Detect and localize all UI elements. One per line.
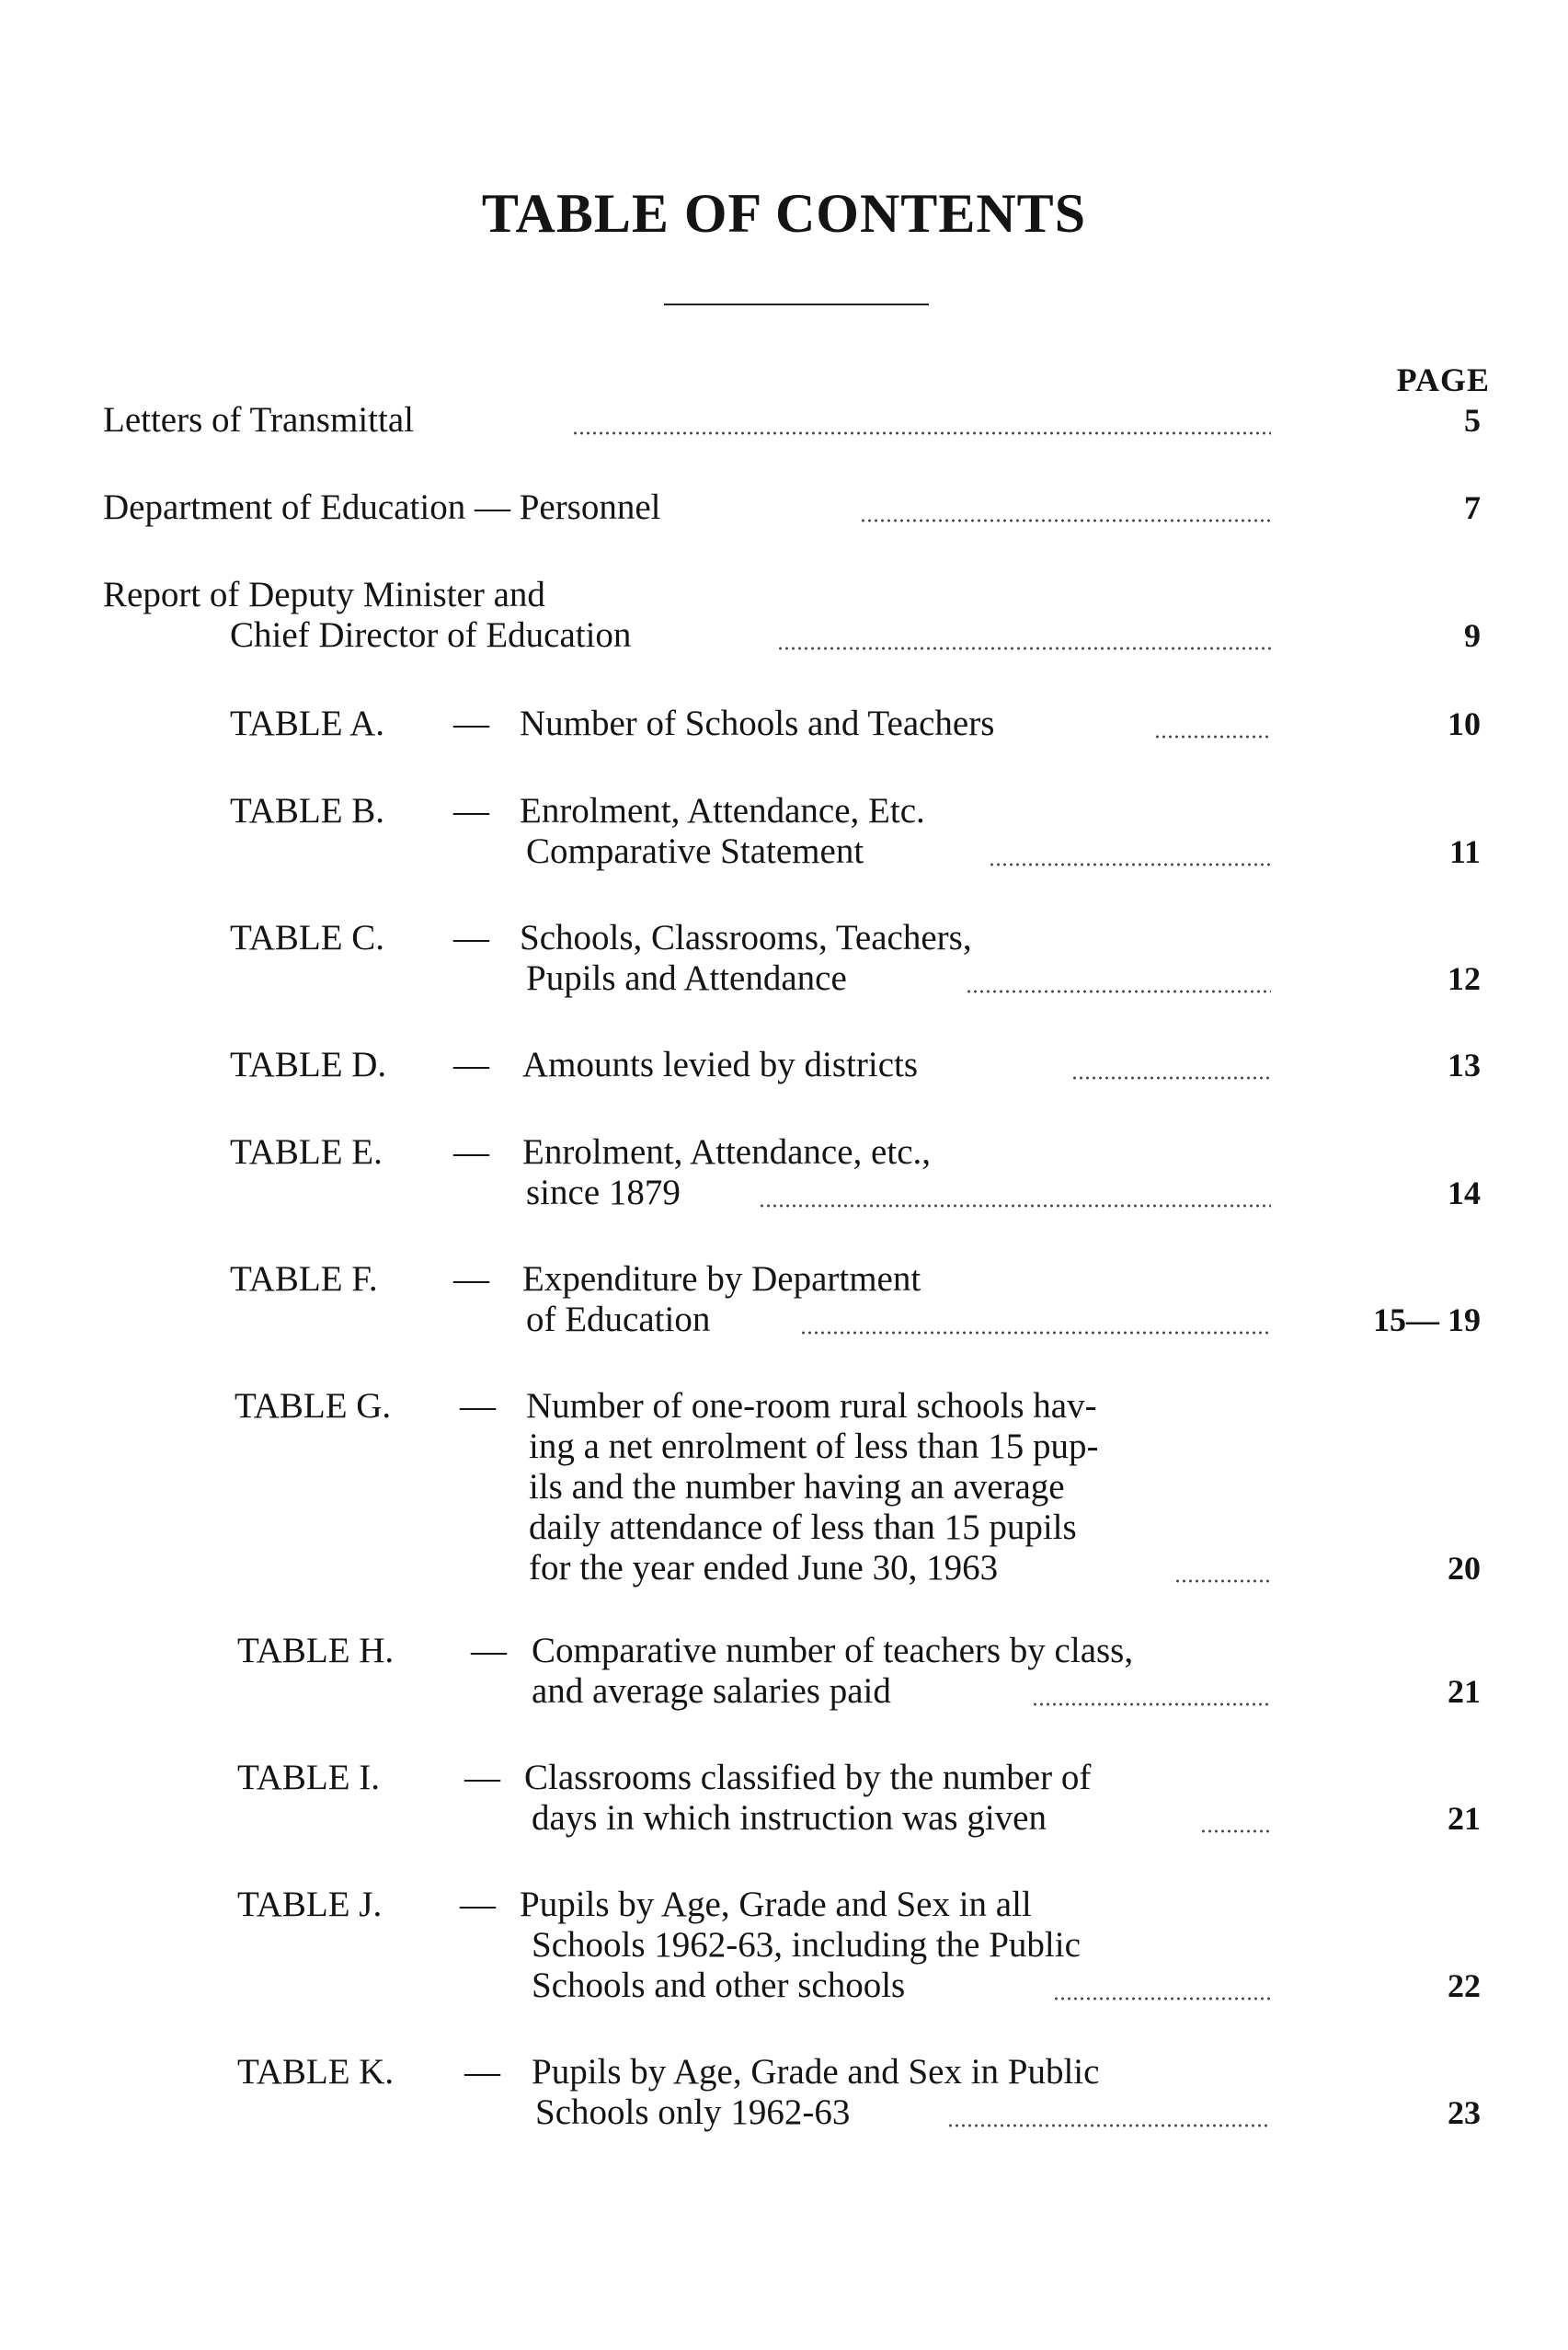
entry-title-line-2: ing a net enrolment of less than 15 pup- bbox=[529, 1427, 1099, 1466]
entry-title-line-1: Number of one-room rural schools hav- bbox=[526, 1386, 1097, 1426]
entry-title-line-2: Schools only 1962-63 bbox=[535, 2092, 851, 2132]
entry-title-line-3: ils and the number having an average bbox=[529, 1467, 1065, 1507]
entry-title-line-3: Schools and other schools bbox=[532, 1966, 906, 2005]
dot-leader bbox=[1200, 1828, 1271, 1834]
dot-leader bbox=[777, 646, 1271, 651]
em-dash: — bbox=[453, 918, 489, 957]
entry-title-line-2: Pupils and Attendance bbox=[526, 958, 847, 998]
entry-title: Department of Education — Personnel bbox=[103, 487, 661, 527]
page-number: 21 bbox=[1448, 1673, 1481, 1710]
page-number: 9 bbox=[1464, 617, 1481, 654]
em-dash: — bbox=[460, 1386, 496, 1426]
entry-title-line-2: of Education bbox=[526, 1300, 711, 1339]
dot-leader bbox=[1174, 1578, 1271, 1584]
table-label: TABLE K. bbox=[237, 2052, 395, 2092]
page-number: 21 bbox=[1448, 1800, 1481, 1837]
entry-title-line-2: and average salaries paid bbox=[532, 1671, 891, 1711]
entry-title-line-4: daily attendance of less than 15 pupils bbox=[529, 1507, 1077, 1547]
page-number: 15— 19 bbox=[1373, 1301, 1481, 1338]
em-dash: — bbox=[471, 1631, 507, 1670]
em-dash: — bbox=[464, 2052, 500, 2092]
table-label: TABLE F. bbox=[230, 1259, 378, 1299]
page-number: 13 bbox=[1448, 1047, 1481, 1083]
entry-title-line-1: Pupils by Age, Grade and Sex in all bbox=[520, 1885, 1032, 1924]
entry-title-line-2: days in which instruction was given bbox=[532, 1798, 1047, 1838]
dot-leader bbox=[860, 518, 1271, 523]
page-number: 5 bbox=[1464, 402, 1481, 439]
entry-title-line-2: since 1879 bbox=[526, 1173, 681, 1212]
table-label: TABLE G. bbox=[235, 1386, 392, 1426]
entry-title-line-1: Enrolment, Attendance, etc., bbox=[522, 1132, 932, 1172]
title-divider bbox=[664, 304, 929, 305]
dot-leader bbox=[989, 862, 1271, 867]
entry-title-line-1: Enrolment, Attendance, Etc. bbox=[520, 791, 925, 831]
entry-title-line-2: Chief Director of Education bbox=[230, 615, 632, 655]
dot-leader bbox=[759, 1203, 1271, 1209]
page-title: TABLE OF CONTENTS bbox=[481, 183, 1087, 244]
dot-leader bbox=[1032, 1702, 1271, 1707]
table-label: TABLE J. bbox=[237, 1885, 383, 1924]
entry-title-line-1: Classrooms classified by the number of bbox=[524, 1758, 1092, 1797]
dot-leader bbox=[966, 989, 1271, 994]
entry-title: Letters of Transmittal bbox=[103, 400, 414, 440]
entry-title-line-1: Report of Deputy Minister and bbox=[103, 575, 545, 614]
entry-title: Number of Schools and Teachers bbox=[520, 704, 995, 743]
em-dash: — bbox=[453, 1259, 489, 1299]
entry-title-line-2: Schools 1962-63, including the Public bbox=[532, 1925, 1081, 1965]
table-label: TABLE B. bbox=[230, 791, 385, 831]
table-label: TABLE C. bbox=[230, 918, 385, 957]
dot-leader bbox=[947, 2123, 1271, 2128]
entry-title-line-1: Comparative number of teachers by class, bbox=[532, 1631, 1134, 1670]
page-column-header: PAGE bbox=[1396, 361, 1490, 398]
entry-title-line-1: Schools, Classrooms, Teachers, bbox=[520, 918, 972, 957]
page-number: 23 bbox=[1448, 2094, 1481, 2131]
table-label: TABLE E. bbox=[230, 1132, 383, 1172]
table-label: TABLE D. bbox=[230, 1045, 387, 1084]
table-label: TABLE I. bbox=[237, 1758, 381, 1797]
em-dash: — bbox=[460, 1885, 496, 1924]
em-dash: — bbox=[453, 1045, 489, 1084]
entry-title: Amounts levied by districts bbox=[522, 1045, 919, 1084]
page-number: 14 bbox=[1448, 1175, 1481, 1211]
dot-leader bbox=[1071, 1075, 1271, 1081]
dot-leader bbox=[572, 430, 1271, 436]
page-number: 10 bbox=[1448, 705, 1481, 742]
dot-leader bbox=[1154, 734, 1271, 739]
entry-title-line-1: Expenditure by Department bbox=[522, 1259, 921, 1299]
page-number: 7 bbox=[1464, 489, 1481, 526]
page-number: 12 bbox=[1448, 960, 1481, 997]
page-number: 22 bbox=[1448, 1967, 1481, 2004]
entry-title-line-5: for the year ended June 30, 1963 bbox=[529, 1548, 999, 1588]
entry-title-line-2: Comparative Statement bbox=[526, 831, 864, 871]
em-dash: — bbox=[464, 1758, 500, 1797]
page-number: 11 bbox=[1448, 833, 1481, 870]
dot-leader bbox=[800, 1330, 1271, 1335]
table-label: TABLE H. bbox=[237, 1631, 395, 1670]
em-dash: — bbox=[453, 704, 489, 743]
table-label: TABLE A. bbox=[230, 704, 385, 743]
em-dash: — bbox=[453, 1132, 489, 1172]
em-dash: — bbox=[453, 791, 489, 831]
dot-leader bbox=[1053, 1996, 1271, 2001]
page-number: 20 bbox=[1448, 1550, 1481, 1587]
entry-title-line-1: Pupils by Age, Grade and Sex in Public bbox=[532, 2052, 1100, 2092]
